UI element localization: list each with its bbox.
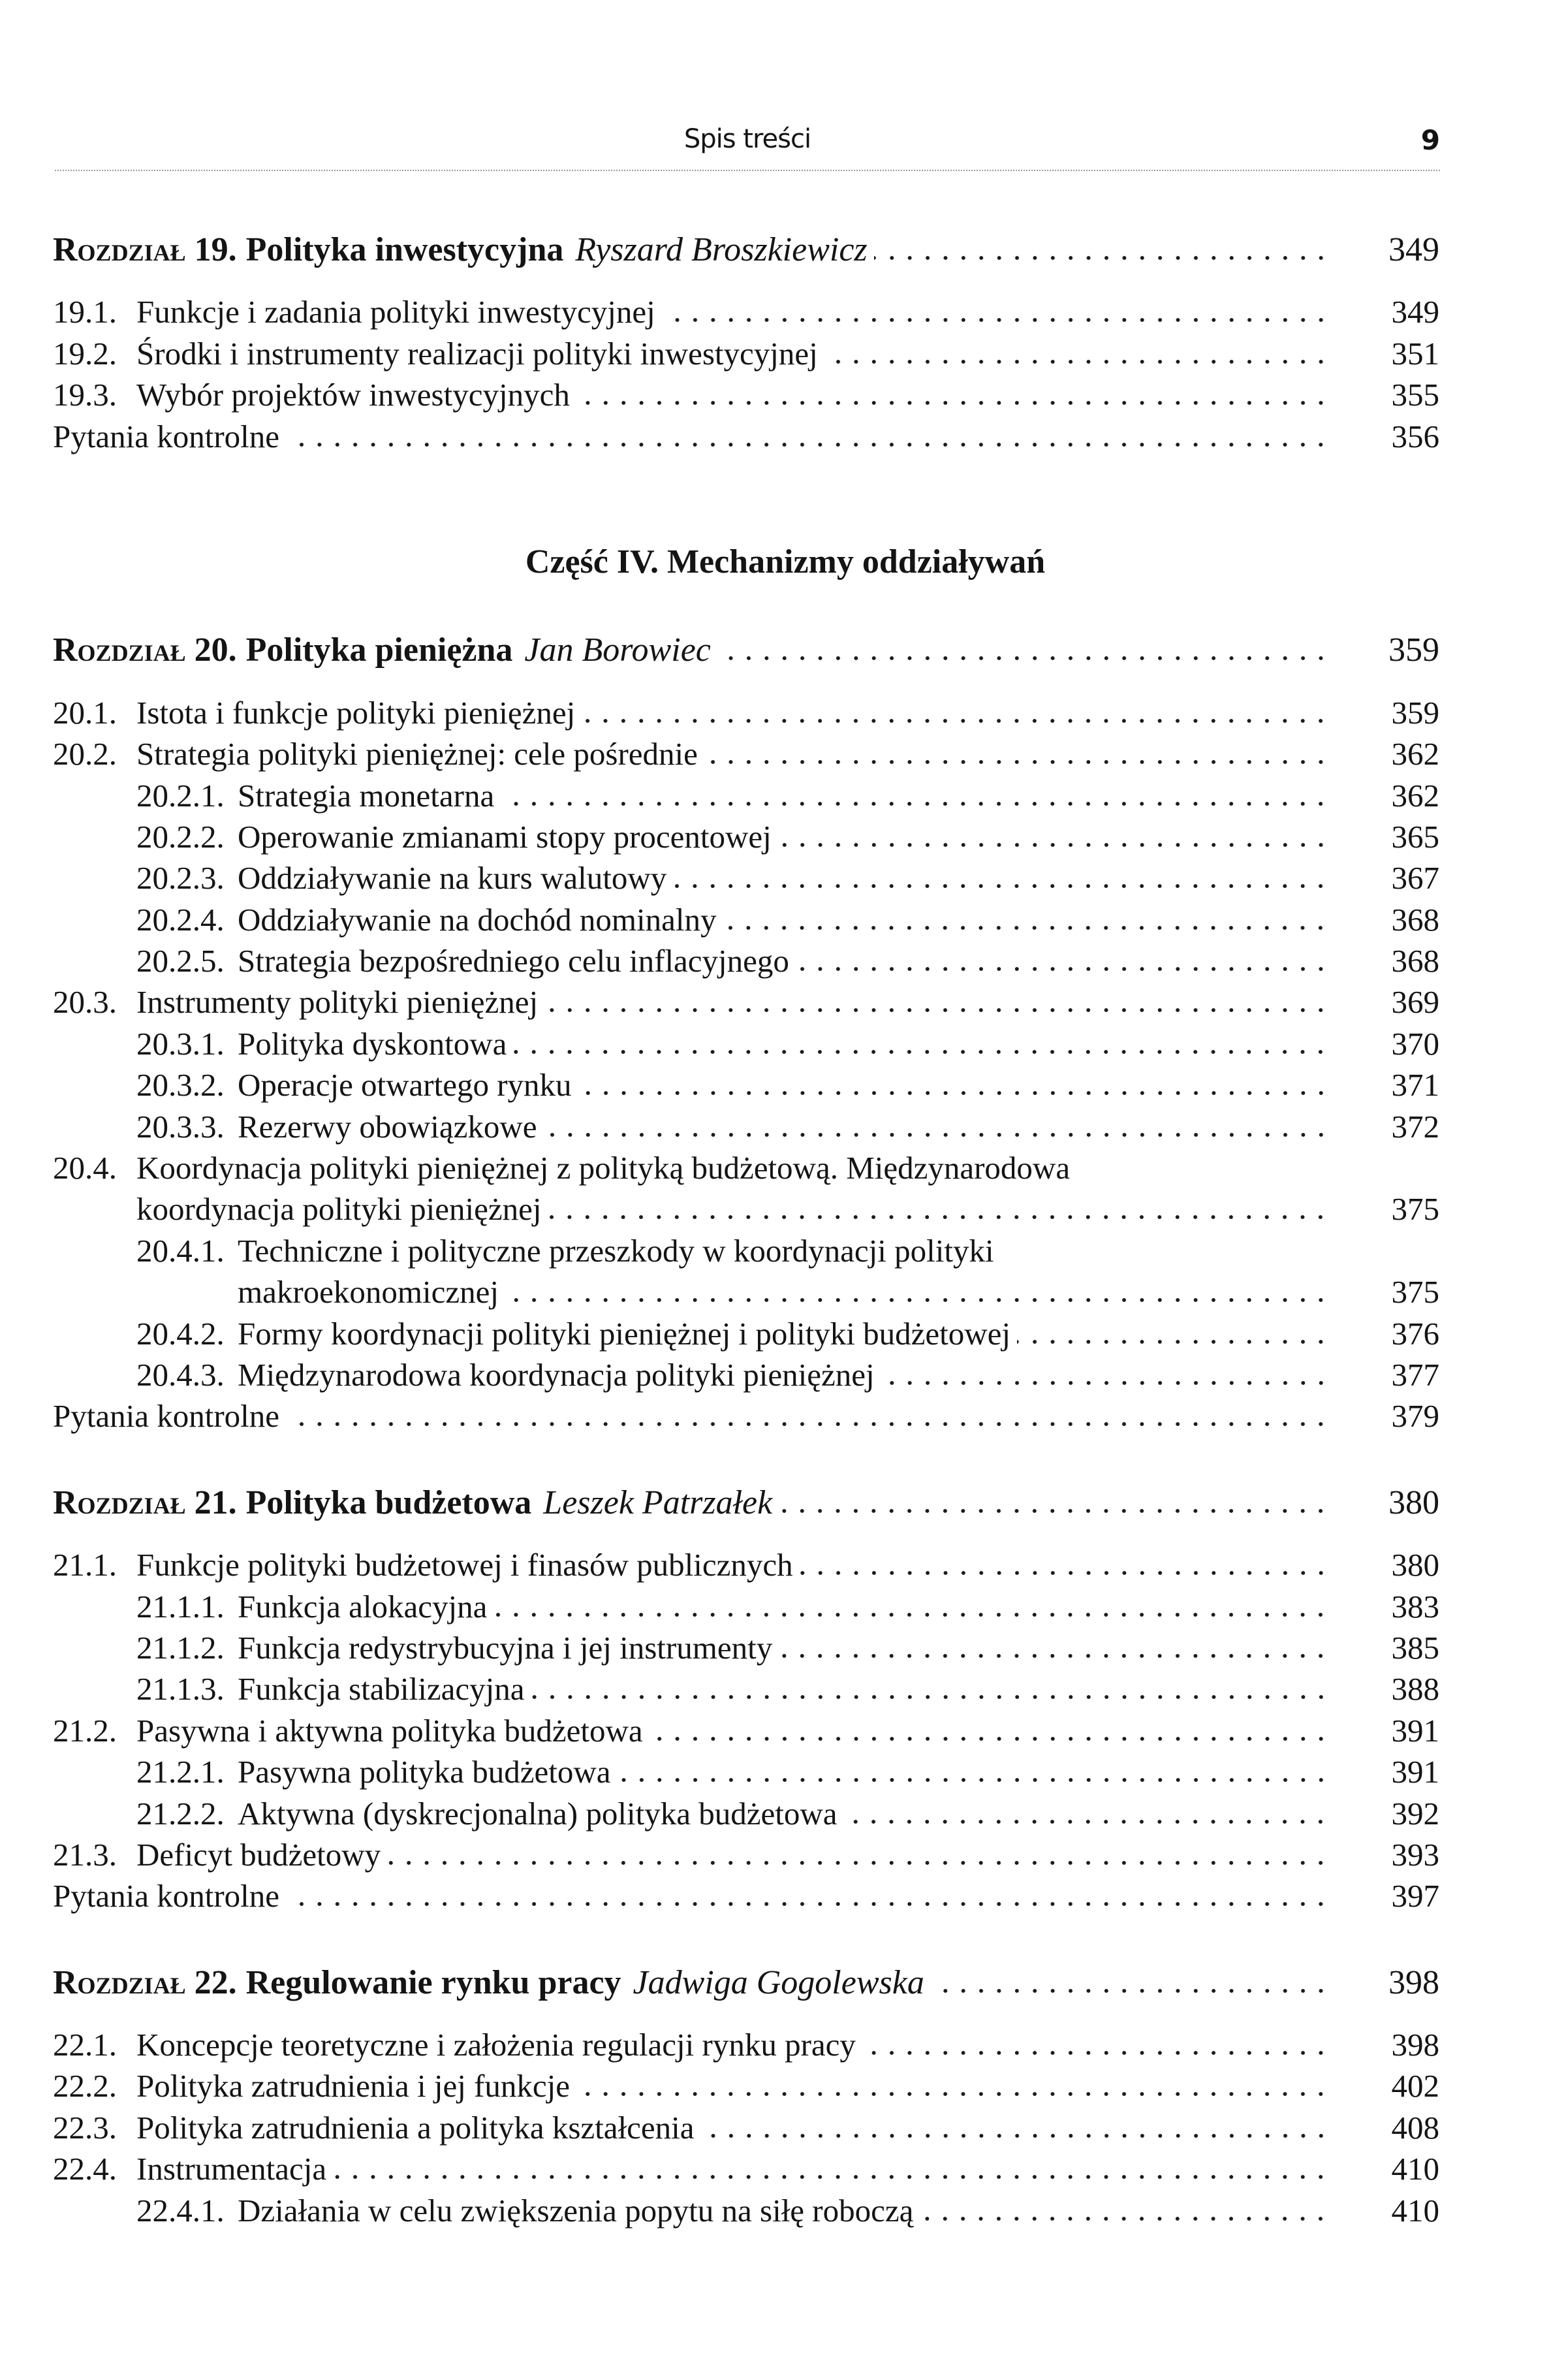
- entry-number: 22.4.1.: [136, 2192, 225, 2229]
- dot-leader: [662, 317, 1330, 323]
- entry-page: 377: [1391, 1356, 1439, 1393]
- entry-number: 21.3.: [53, 1836, 117, 1873]
- entry-number: 20.2.2.: [136, 818, 225, 855]
- entry-title-continuation: makroekonomicznej: [238, 1274, 499, 1310]
- dot-leader: [862, 2050, 1330, 2055]
- entry-number: 20.3.: [53, 984, 117, 1021]
- entry-number: 20.1.: [53, 694, 117, 731]
- entry-page: 362: [1391, 736, 1439, 772]
- entry-page: 369: [1391, 984, 1439, 1021]
- entry-page: 375: [1391, 1191, 1439, 1228]
- entry-number: 19.1.: [53, 294, 117, 330]
- dot-leader: [501, 801, 1330, 806]
- dot-leader: [333, 2174, 1330, 2180]
- chapter-page: 380: [1388, 1484, 1439, 1521]
- dot-leader: [779, 1508, 1330, 1514]
- dot-leader: [576, 400, 1330, 405]
- toc-entry: [53, 2190, 1439, 2231]
- dot-leader: [796, 966, 1330, 972]
- part-heading: Część IV. Mechanizmy oddziaływań: [525, 543, 1046, 580]
- entry-page: 351: [1391, 335, 1439, 372]
- dot-leader: [548, 1214, 1330, 1220]
- toc-entry: [53, 899, 1439, 940]
- entry-title: Wybór projektów inwestycyjnych: [136, 377, 570, 413]
- toc-entry: [53, 775, 1439, 816]
- dot-leader: [717, 656, 1330, 661]
- dot-leader: [931, 1988, 1330, 1993]
- entry-page: 356: [1391, 418, 1439, 454]
- toc-entry: [53, 1793, 1439, 1834]
- toc-entry: [53, 1834, 1439, 1875]
- entry-page: 362: [1391, 777, 1439, 814]
- chapter-entry: [53, 229, 1439, 270]
- entry-title: Aktywna (dyskrecjonalna) polityka budżetowa: [238, 1795, 838, 1832]
- entry-number: 20.2.: [53, 736, 117, 772]
- dot-leader: [582, 718, 1330, 723]
- entry-number: 19.3.: [53, 377, 117, 413]
- entry-title: Funkcja redystrybucyjna i jej instrumenty: [238, 1629, 773, 1666]
- entry-number: 20.4.1.: [136, 1232, 225, 1269]
- chapter-title: Polityka budżetowa: [245, 1484, 532, 1521]
- entry-number: 21.1.2.: [136, 1629, 225, 1666]
- toc-entry: [53, 291, 1439, 332]
- dot-leader: [778, 842, 1330, 848]
- entry-title: Instrumenty polityki pieniężnej: [136, 984, 539, 1021]
- toc-entry: [53, 940, 1439, 981]
- entry-page: 393: [1391, 1836, 1439, 1873]
- entry-page: 398: [1391, 2027, 1439, 2063]
- chapter-author: Jan Borowiec: [524, 631, 711, 669]
- entry-title: Formy koordynacji polityki pieniężnej i polityki budżetowej: [238, 1315, 1010, 1352]
- entry-title: Środki i instrumenty realizacji polityki inwestycyjnej: [136, 335, 818, 372]
- entry-number: 20.3.3.: [136, 1108, 225, 1145]
- entry-title: Oddziaływanie na dochód nominalny: [238, 901, 717, 938]
- entry-page: 408: [1391, 2109, 1439, 2146]
- dot-leader: [723, 925, 1330, 930]
- table-of-contents: [53, 229, 1439, 2231]
- toc-entry: [53, 733, 1439, 774]
- dot-leader: [531, 1694, 1330, 1700]
- toc-entry: [53, 1147, 1439, 1188]
- entry-page: 379: [1391, 1398, 1439, 1435]
- entry-number: 20.3.1.: [136, 1025, 225, 1062]
- entry-title: Funkcja alokacyjna: [238, 1588, 488, 1625]
- entry-number: 20.2.5.: [136, 943, 225, 979]
- toc-entry-continuation: [53, 1188, 1439, 1230]
- dot-leader: [843, 1819, 1330, 1824]
- dot-leader: [505, 1297, 1330, 1303]
- toc-entry: [53, 1710, 1439, 1751]
- toc-entry: [53, 2065, 1439, 2106]
- entry-title-continuation: koordynacja polityki pieniężnej: [136, 1191, 542, 1228]
- chapter-author: Ryszard Broszkiewicz: [575, 231, 868, 268]
- toc-entry: [53, 1627, 1439, 1668]
- entry-number: 21.2.2.: [136, 1795, 225, 1832]
- entry-title: Oddziaływanie na kurs walutowy: [238, 860, 667, 896]
- entry-title: Funkcje polityki budżetowej i finasów publicznych: [136, 1547, 793, 1583]
- entry-page: 372: [1391, 1108, 1439, 1145]
- entry-title: Pytania kontrolne: [53, 418, 280, 454]
- entry-number: 20.3.2.: [136, 1067, 225, 1103]
- entry-page: 367: [1391, 860, 1439, 896]
- entry-number: 20.2.4.: [136, 901, 225, 938]
- chapter-page: 349: [1388, 231, 1439, 268]
- entry-title: Techniczne i polityczne przeszkody w koordynacji polityki: [238, 1232, 994, 1269]
- entry-page: 375: [1391, 1274, 1439, 1310]
- toc-entry: [53, 1544, 1439, 1585]
- entry-page: 355: [1391, 377, 1439, 413]
- toc-entry: [53, 1668, 1439, 1709]
- dot-leader: [920, 2216, 1330, 2221]
- toc-entry: [53, 1354, 1439, 1395]
- dot-leader: [578, 1090, 1330, 1096]
- dot-leader: [881, 1380, 1330, 1386]
- dot-leader: [513, 1049, 1330, 1055]
- entry-title: Pasywna i aktywna polityka budżetowa: [136, 1712, 643, 1749]
- toc-entry: [53, 1751, 1439, 1792]
- dot-leader: [544, 1008, 1330, 1013]
- entry-title: Koordynacja polityki pieniężnej z polityką budżetową. Międzynarodowa: [136, 1150, 1071, 1186]
- chapter-entry: [53, 1962, 1439, 2003]
- entry-number: 21.1.1.: [136, 1588, 225, 1625]
- chapter-label: Rozdział 19.: [53, 231, 237, 268]
- entry-title: Istota i funkcje polityki pieniężnej: [136, 694, 576, 731]
- entry-title: Polityka zatrudnienia i jej funkcje: [136, 2068, 571, 2104]
- entry-page: 410: [1391, 2151, 1439, 2187]
- toc-entry: [53, 981, 1439, 1023]
- entry-page: 368: [1391, 901, 1439, 938]
- dot-leader: [650, 1736, 1330, 1741]
- entry-page: 388: [1391, 1671, 1439, 1707]
- entry-title: Rezerwy obowiązkowe: [238, 1108, 537, 1145]
- dot-leader: [704, 759, 1330, 765]
- entry-number: 20.4.2.: [136, 1315, 225, 1352]
- dot-leader: [779, 1653, 1330, 1658]
- entry-title: Deficyt budżetowy: [136, 1836, 381, 1873]
- entry-title: Operowanie zmianami stopy procentowej: [238, 818, 772, 855]
- toc-entry: [53, 857, 1439, 898]
- entry-title: Międzynarodowa koordynacja polityki pieniężnej: [238, 1356, 875, 1393]
- entry-title: Instrumentacja: [136, 2151, 327, 2187]
- entry-number: 22.1.: [53, 2027, 117, 2063]
- toc-entry: [53, 2148, 1439, 2189]
- dot-leader: [800, 1570, 1330, 1576]
- toc-entry: [53, 1586, 1439, 1627]
- toc-entry: [53, 1230, 1439, 1271]
- chapter-author: Jadwiga Gogolewska: [633, 1963, 924, 2001]
- chapter-page: 398: [1388, 1963, 1439, 2001]
- dot-leader: [286, 1901, 1330, 1907]
- entry-page: 391: [1391, 1754, 1439, 1790]
- entry-title: Funkcje i zadania polityki inwestycyjnej: [136, 294, 655, 330]
- dot-leader: [874, 255, 1330, 261]
- toc-entry: [53, 1064, 1439, 1105]
- chapter-label: Rozdział 21.: [53, 1484, 237, 1521]
- entry-page: 365: [1391, 818, 1439, 855]
- chapter-author: Leszek Patrzałek: [543, 1484, 773, 1521]
- entry-number: 21.1.3.: [136, 1671, 225, 1707]
- entry-page: 397: [1391, 1878, 1439, 1914]
- entry-number: 21.2.: [53, 1712, 117, 1749]
- entry-title: Strategia bezpośredniego celu inflacyjnego: [238, 943, 789, 979]
- entry-page: 410: [1391, 2192, 1439, 2229]
- entry-title: Funkcja stabilizacyjna: [238, 1671, 525, 1707]
- entry-page: 380: [1391, 1547, 1439, 1583]
- chapter-title: Polityka inwestycyjna: [245, 231, 564, 268]
- entry-title: Działania w celu zwiększenia popytu na siłę roboczą: [238, 2192, 914, 2229]
- chapter-label: Rozdział 22.: [53, 1963, 237, 2001]
- dot-leader: [387, 1860, 1330, 1865]
- entry-title: Operacje otwartego rynku: [238, 1067, 572, 1103]
- entry-title: Strategia polityki pieniężnej: cele pośrednie: [136, 736, 698, 772]
- dot-leader: [286, 442, 1330, 447]
- entry-number: 22.4.: [53, 2151, 117, 2187]
- entry-number: 22.2.: [53, 2068, 117, 2104]
- entry-page: 370: [1391, 1025, 1439, 1062]
- toc-entry: [53, 1023, 1439, 1064]
- entry-title: Polityka zatrudnienia a polityka kształcenia: [136, 2109, 695, 2146]
- entry-number: 22.3.: [53, 2109, 117, 2146]
- dot-leader: [1017, 1339, 1330, 1344]
- dot-leader: [576, 2091, 1330, 2097]
- dot-leader: [701, 2133, 1330, 2138]
- entry-page: 349: [1391, 294, 1439, 330]
- entry-number: 21.1.: [53, 1547, 117, 1583]
- entry-page: 359: [1391, 694, 1439, 731]
- running-header: [55, 124, 1440, 171]
- chapter-entry: [53, 1482, 1439, 1523]
- chapter-entry: [53, 629, 1439, 671]
- toc-entry: [53, 1395, 1439, 1436]
- entry-title: Pytania kontrolne: [53, 1878, 280, 1914]
- toc-entry: [53, 1106, 1439, 1147]
- dot-leader: [673, 883, 1330, 889]
- entry-page: 391: [1391, 1712, 1439, 1749]
- dot-leader: [618, 1777, 1330, 1783]
- entry-number: 20.4.3.: [136, 1356, 225, 1393]
- entry-title: Strategia monetarna: [238, 777, 495, 814]
- entry-title: Polityka dyskontowa: [238, 1025, 507, 1062]
- toc-entry: [53, 816, 1439, 857]
- entry-title: Pytania kontrolne: [53, 1398, 280, 1435]
- page-number: 9: [1420, 124, 1440, 156]
- toc-entry: [53, 333, 1439, 374]
- dot-leader: [824, 359, 1330, 364]
- entry-page: 368: [1391, 943, 1439, 979]
- dot-leader: [494, 1612, 1330, 1617]
- toc-entry: [53, 692, 1439, 733]
- chapter-title: Polityka pieniężna: [245, 631, 513, 669]
- entry-title: Koncepcje teoretyczne i założenia regulacji rynku pracy: [136, 2027, 856, 2063]
- entry-number: 20.2.3.: [136, 860, 225, 896]
- entry-page: 376: [1391, 1315, 1439, 1352]
- entry-page: 392: [1391, 1795, 1439, 1832]
- entry-title: Pasywna polityka budżetowa: [238, 1754, 611, 1790]
- toc-entry: [53, 2024, 1439, 2065]
- entry-page: 402: [1391, 2068, 1439, 2104]
- toc-entry: [53, 416, 1439, 457]
- chapter-title: Regulowanie rynku pracy: [245, 1963, 621, 2001]
- toc-entry-continuation: [53, 1271, 1439, 1312]
- chapter-label: Rozdział 20.: [53, 631, 237, 669]
- toc-entry: [53, 1313, 1439, 1354]
- dot-leader: [544, 1132, 1330, 1137]
- entry-number: 20.2.1.: [136, 777, 225, 814]
- entry-page: 385: [1391, 1629, 1439, 1666]
- entry-page: 371: [1391, 1067, 1439, 1103]
- entry-number: 20.4.: [53, 1150, 117, 1186]
- toc-entry: [53, 1875, 1439, 1916]
- entry-number: 19.2.: [53, 335, 117, 372]
- entry-number: 21.2.1.: [136, 1754, 225, 1790]
- toc-entry: [53, 374, 1439, 415]
- chapter-page: 359: [1388, 631, 1439, 669]
- entry-page: 383: [1391, 1588, 1439, 1625]
- running-header-title: Spis treści: [683, 124, 811, 154]
- toc-entry: [53, 2107, 1439, 2148]
- dot-leader: [286, 1421, 1330, 1427]
